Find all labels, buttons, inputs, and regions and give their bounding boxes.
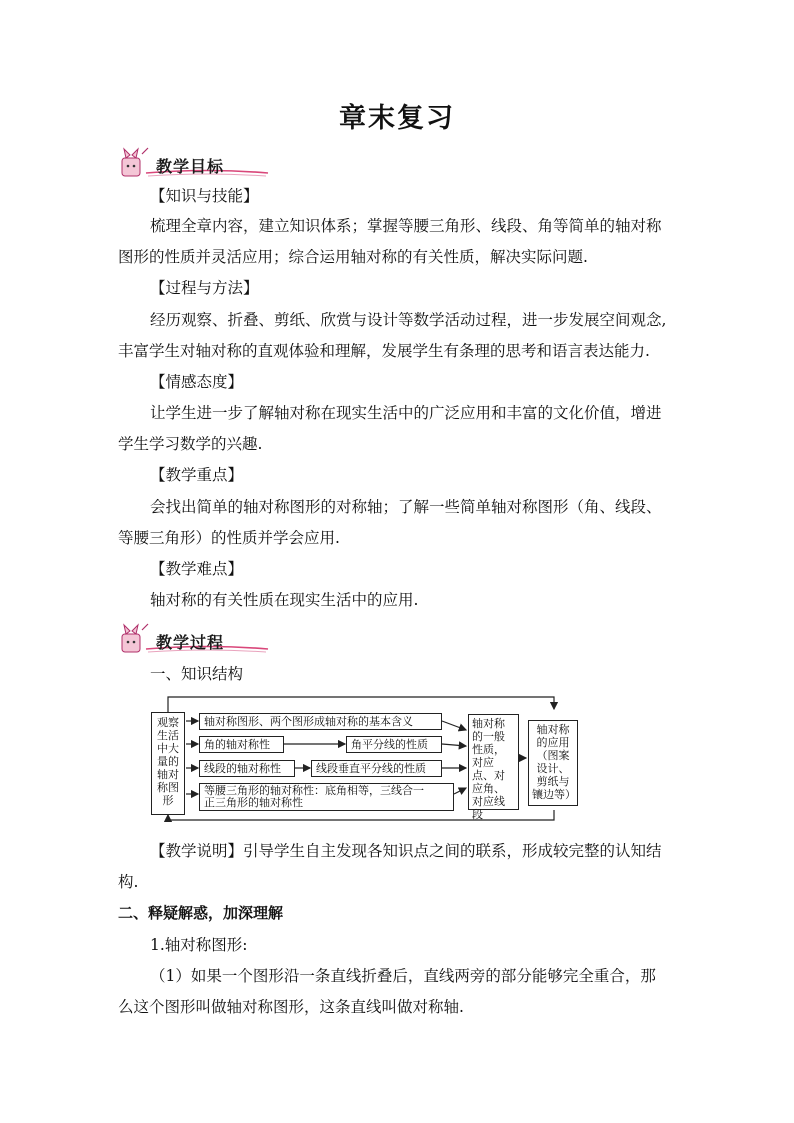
paragraph-line: 让学生进一步了解轴对称在现实生活中的广泛应用和丰富的文化价值，增进 xyxy=(150,404,662,422)
knowledge-structure-diagram xyxy=(150,694,576,824)
heading-process-method: 【过程与方法】 xyxy=(150,279,259,297)
paragraph-line: 么这个图形叫做轴对称图形，这条直线叫做对称轴. xyxy=(118,998,464,1016)
paragraph-line: 图形的性质并灵活应用；综合运用轴对称的有关性质，解决实际问题. xyxy=(118,248,588,266)
observe-box: 观察生活中大量的轴对称图形 xyxy=(151,712,185,815)
triangle-line: 等腰三角形的轴对称性：底角相等，三线合一 xyxy=(204,784,424,797)
heading-difficulties: 【教学难点】 xyxy=(150,560,244,578)
concept-box: 角的轴对称性 xyxy=(199,736,284,753)
concept-box-triangle xyxy=(199,783,454,811)
general-property-box: 轴对称的一般性质，对应点、对应角、对应线段 xyxy=(468,714,519,810)
section-title-process: 教学过程 xyxy=(156,633,225,652)
paragraph-line: （1）如果一个图形沿一条直线折叠后，直线两旁的部分能够完全重合，那 xyxy=(150,967,656,985)
concept-box: 线段垂直平分线的性质 xyxy=(311,760,442,777)
subheading-clarify: 二、释疑解惑，加深理解 xyxy=(118,904,284,922)
heading-key-points: 【教学重点】 xyxy=(150,466,244,484)
subheading-structure: 一、知识结构 xyxy=(150,665,244,683)
paragraph-line: 轴对称的有关性质在现实生活中的应用. xyxy=(150,591,419,609)
page-title: 章末复习 xyxy=(339,103,455,134)
section-banner-process xyxy=(118,622,268,658)
application-box: 轴对称的应用（图案设计、剪纸与镶边等） xyxy=(528,720,578,806)
paragraph-line: 经历观察、折叠、剪纸、欣赏与设计等数学活动过程，进一步发展空间观念, xyxy=(150,311,667,329)
heading-attitude: 【情感态度】 xyxy=(150,373,244,391)
section-banner-goals xyxy=(118,146,268,182)
concept-box: 线段的轴对称性 xyxy=(199,760,295,777)
paragraph-line: 梳理全章内容，建立知识体系；掌握等腰三角形、线段、角等简单的轴对称 xyxy=(150,217,662,235)
concept-box: 角平分线的性质 xyxy=(346,736,442,753)
item-heading: 1.轴对称图形: xyxy=(150,936,248,954)
paragraph-line: 学生学习数学的兴趣. xyxy=(118,435,263,453)
paragraph-line: 【教学说明】引导学生自主发现各知识点之间的联系，形成较完整的认知结 xyxy=(150,842,662,860)
paragraph-line: 丰富学生对轴对称的直观体验和理解，发展学生有条理的思考和语言表达能力. xyxy=(118,342,650,360)
concept-box: 轴对称图形、两个图形成轴对称的基本含义 xyxy=(199,713,442,730)
heading-knowledge-skills: 【知识与技能】 xyxy=(150,187,259,205)
paragraph-line: 会找出简单的轴对称图形的对称轴；了解一些简单轴对称图形（角、线段、 xyxy=(150,498,662,516)
section-title-goals: 教学目标 xyxy=(156,157,225,176)
triangle-line: 正三角形的轴对称性 xyxy=(204,796,303,809)
paragraph-line: 等腰三角形）的性质并学会应用. xyxy=(118,529,340,547)
paragraph-line: 构. xyxy=(118,873,139,891)
